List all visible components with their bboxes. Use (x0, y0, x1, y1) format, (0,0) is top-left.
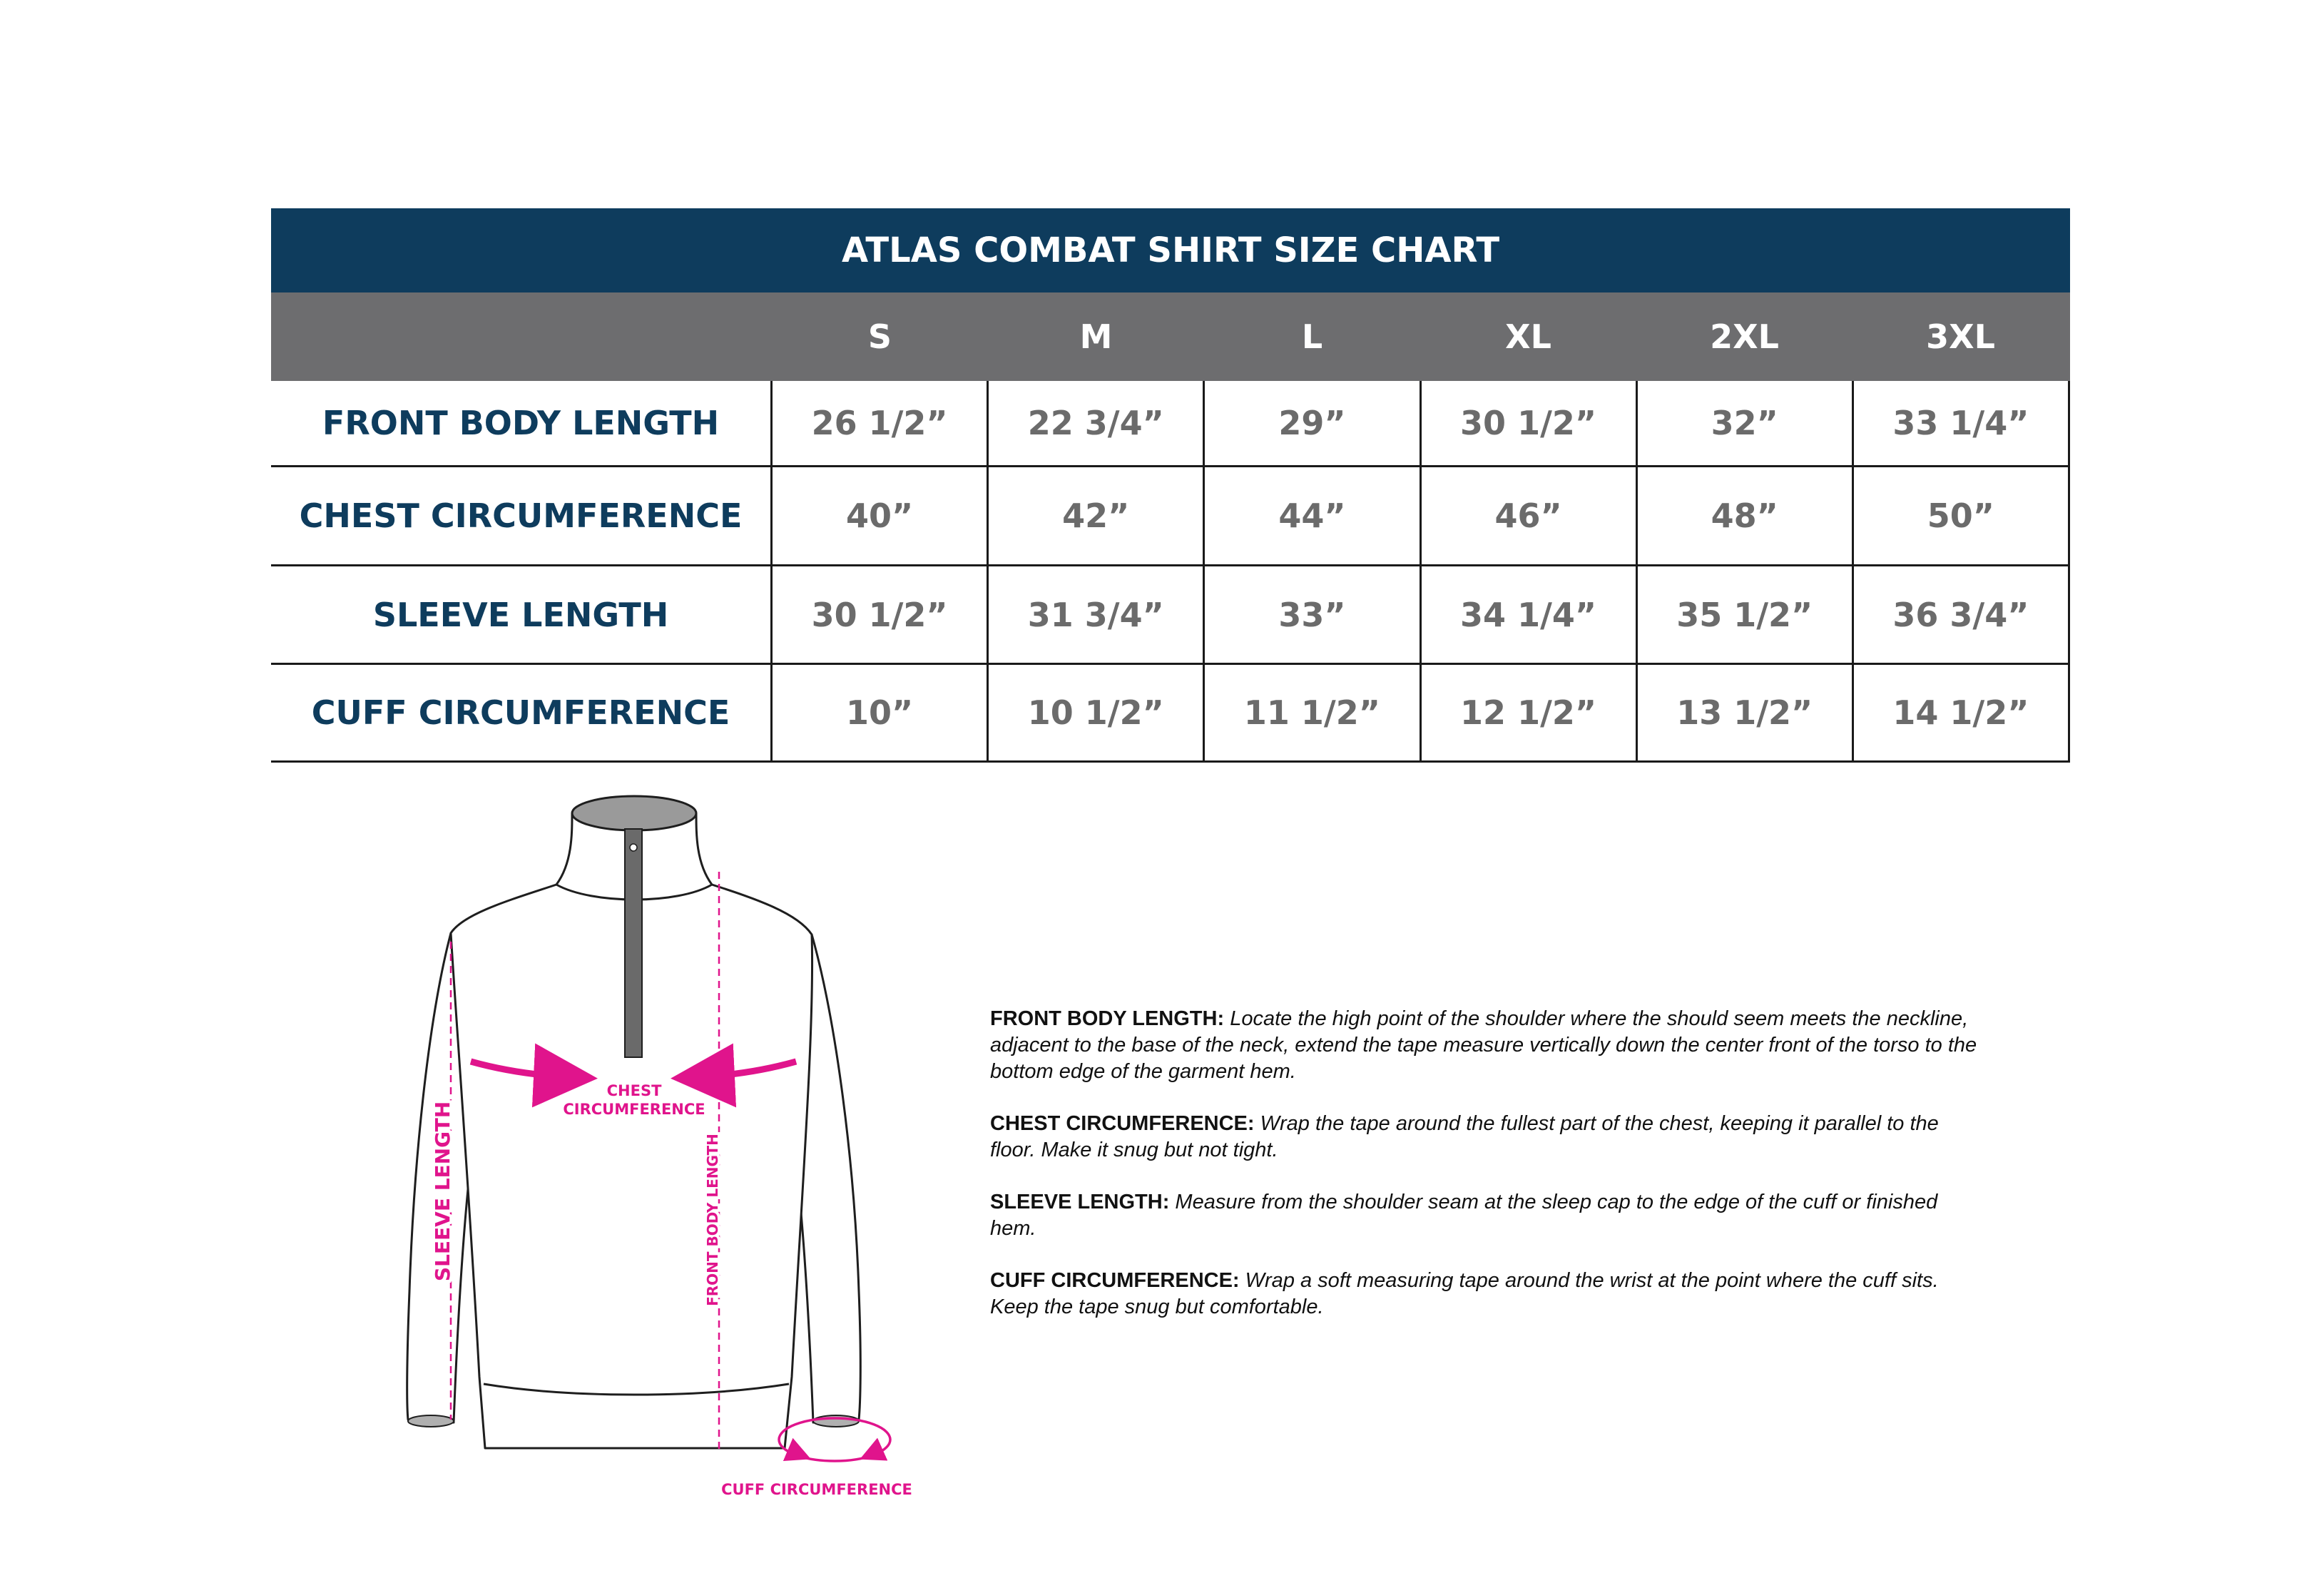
row-label: SLEEVE LENGTH (372, 595, 669, 634)
row-label: FRONT BODY LENGTH (322, 404, 720, 442)
instruction-term: CHEST CIRCUMFERENCE: (990, 1112, 1255, 1135)
size-header-row (271, 292, 2070, 381)
table-cell: 36 3/4” (1852, 566, 2070, 663)
table-cell: 22 3/4” (987, 381, 1203, 465)
instruction-sleeve-length (990, 1189, 1982, 1242)
row-label: CUFF CIRCUMFERENCE (311, 693, 730, 732)
table-cell: 30 1/2” (1420, 381, 1636, 465)
table-cell: 44” (1203, 467, 1419, 564)
table-cell: 46” (1420, 467, 1636, 564)
chart-title: ATLAS COMBAT SHIRT SIZE CHART (271, 208, 2070, 292)
table-cell: 29” (1203, 381, 1419, 465)
instruction-term: FRONT BODY LENGTH: (990, 1007, 1225, 1030)
instruction-text: Wrap a soft measuring tape around the wrist at the point where the cuff sits. Keep the tape snug but comfortable. (990, 1269, 1939, 1318)
table-cell: 14 1/2” (1852, 665, 2070, 760)
table-cell: 30 1/2” (770, 566, 987, 663)
instruction-text: Wrap the tape around the fullest part of the chest, keeping it parallel to the floor. Make it snug but not tight. (990, 1112, 1939, 1161)
sleeve-length-label: SLEEVE LENGTH (431, 1101, 454, 1282)
table-cell: 32” (1636, 381, 1852, 465)
front-body-length-label: FRONT BODY LENGTH (704, 1134, 721, 1306)
table-row-cuff-circumference (271, 665, 2070, 763)
table-cell: 31 3/4” (987, 566, 1203, 663)
size-header-xl: XL (1505, 317, 1551, 356)
table-cell: 42” (987, 467, 1203, 564)
size-header-s: S (867, 317, 892, 356)
measurement-instructions (990, 1006, 1982, 1346)
table-cell: 48” (1636, 467, 1852, 564)
size-header-2xl: 2XL (1710, 317, 1779, 356)
cuff-circumference-label: CUFF CIRCUMFERENCE (721, 1481, 912, 1498)
table-cell: 40” (770, 467, 987, 564)
row-label: CHEST CIRCUMFERENCE (299, 497, 743, 535)
instruction-text: Measure from the shoulder seam at the sleep cap to the edge of the cuff or finished hem. (990, 1191, 1938, 1240)
table-cell: 33 1/4” (1852, 381, 2070, 465)
zipper (625, 829, 642, 1057)
table-cell: 33” (1203, 566, 1419, 663)
instruction-cuff-circumference (990, 1268, 1982, 1320)
instruction-front-body-length (990, 1006, 1982, 1085)
table-row-sleeve-length (271, 566, 2070, 665)
table-cell: 26 1/2” (770, 381, 987, 465)
table-row-chest-circumference (271, 467, 2070, 566)
shirt-measurement-diagram (385, 792, 956, 1520)
table-row-front-body-length (271, 381, 2070, 467)
size-header-m: M (1079, 317, 1113, 356)
table-cell: 13 1/2” (1636, 665, 1852, 760)
table-cell: 12 1/2” (1420, 665, 1636, 760)
table-cell: 10 1/2” (987, 665, 1203, 760)
size-header-l: L (1301, 317, 1323, 356)
table-cell: 11 1/2” (1203, 665, 1419, 760)
table-cell: 10” (770, 665, 987, 760)
instruction-term: CUFF CIRCUMFERENCE: (990, 1269, 1240, 1292)
chest-label-line2: CIRCUMFERENCE (563, 1101, 705, 1118)
instruction-term: SLEEVE LENGTH: (990, 1191, 1170, 1213)
size-chart-table (271, 208, 2070, 763)
table-cell: 34 1/4” (1420, 566, 1636, 663)
table-cell: 35 1/2” (1636, 566, 1852, 663)
header-label-spacer (271, 292, 772, 381)
instruction-chest-circumference (990, 1111, 1982, 1164)
instruction-text: Locate the high point of the shoulder where the should seem meets the neckline, adjacent to the base of the neck, extend the tape measure vertically down the center front of the torso to the bottom edge of the garment hem. (990, 1007, 1977, 1083)
table-cell: 50” (1852, 467, 2070, 564)
chest-label-line1: CHEST (606, 1082, 662, 1099)
size-header-3xl: 3XL (1926, 317, 1995, 356)
